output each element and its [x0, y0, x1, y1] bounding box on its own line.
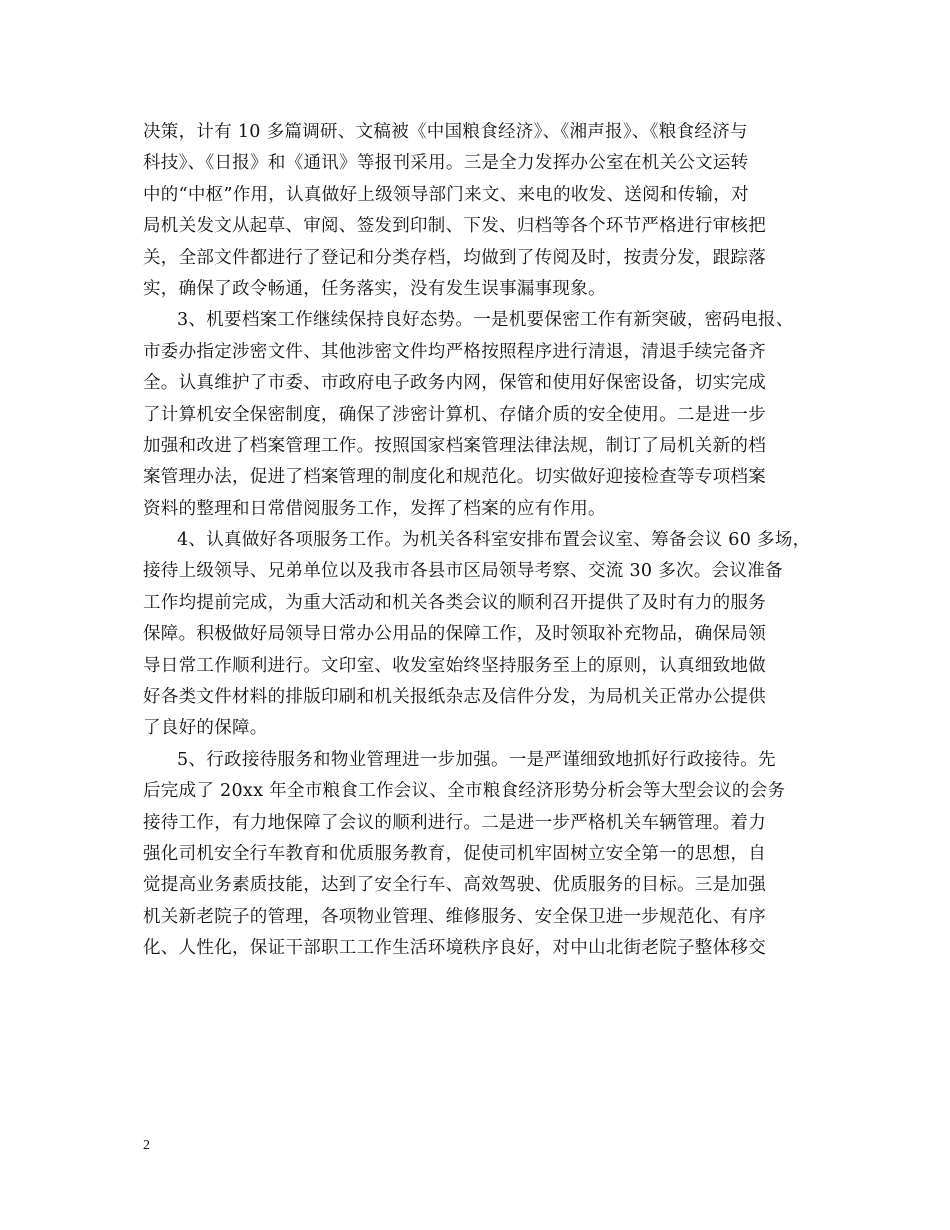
paragraph-5-start: 5、行政接待服务和物业管理进一步加强。一是严谨细致地抓好行政接待。先 [177, 749, 776, 770]
text-line: 接待上级领导、兄弟单位以及我市各县市区局领导考察、交流 30 多次。会议准备 [143, 561, 783, 582]
text-line: 接待工作，有力地保障了会议的顺利进行。二是进一步严格机关车辆管理。着力 [143, 812, 766, 833]
text-line: 后完成了 20xx 年全市粮食工作会议、全市粮食经济形势分析会等大型会议的会务 [143, 781, 786, 802]
text-line: 资料的整理和日常借阅服务工作，发挥了档案的应有作用。 [143, 498, 606, 519]
text-line: 导日常工作顺利进行。文印室、收发室始终坚持服务至上的原则，认真细致地做 [143, 655, 766, 676]
text-line: 科技》、《日报》和《通讯》等报刊采用。三是全力发挥办公室在机关公文运转 [143, 153, 749, 174]
text-line: 好各类文件材料的排版印刷和机关报纸杂志及信件分发，为局机关正常办公提供 [143, 687, 766, 708]
text-line: 化、人性化，保证干部职工工作生活环境秩序良好，对中山北街老院子整体移交 [143, 938, 766, 959]
paragraph-4-start: 4、认真做好各项服务工作。为机关各科室安排布置会议室、筹备会议 60 多场， [177, 530, 811, 551]
paragraph-3-start: 3、机要档案工作继续保持良好态势。一是机要保密工作有新突破，密码电报、 [177, 310, 794, 331]
text-line: 加强和改进了档案管理工作。按照国家档案管理法律法规，制订了局机关新的档 [143, 435, 766, 456]
page-number: 2 [143, 1138, 150, 1153]
body-text [143, 117, 843, 965]
text-line: 全。认真维护了市委、市政府电子政务内网，保管和使用好保密设备，切实完成 [143, 373, 766, 394]
text-line: 中的“中枢”作用，认真做好上级领导部门来文、来电的收发、送阅和传输，对 [143, 184, 749, 205]
text-line: 决策，计有 10 多篇调研、文稿被《中国粮食经济》、《湘声报》、《粮食经济与 [143, 122, 748, 142]
text-line: 市委办指定涉密文件、其他涉密文件均严格按照程序进行清退，清退手续完备齐 [143, 341, 766, 362]
text-line: 机关新老院子的管理，各项物业管理、维修服务、安全保卫进一步规范化、有序 [143, 906, 766, 927]
text-line: 案管理办法，促进了档案管理的制度化和规范化。切实做好迎接检查等专项档案 [143, 467, 766, 488]
text-line: 了良好的保障。 [143, 718, 268, 739]
text-line: 了计算机安全保密制度，确保了涉密计算机、存储介质的安全使用。二是进一步 [143, 404, 766, 425]
text-line: 保障。积极做好局领导日常办公用品的保障工作，及时领取补充物品，确保局领 [143, 624, 766, 645]
text-line: 关，全部文件都进行了登记和分类存档，均做到了传阅及时，按责分发，跟踪落 [143, 247, 766, 268]
text-line: 局机关发文从起草、审阅、签发到印制、下发、归档等各个环节严格进行审核把 [143, 216, 766, 237]
text-line: 实，确保了政令畅通，任务落实，没有发生误事漏事现象。 [143, 278, 606, 299]
text-line: 强化司机安全行车教育和优质服务教育，促使司机牢固树立安全第一的思想，自 [143, 843, 766, 864]
text-line: 工作均提前完成，为重大活动和机关各类会议的顺利召开提供了及时有力的服务 [143, 592, 766, 613]
text-line: 觉提高业务素质技能，达到了安全行车、高效驾驶、优质服务的目标。三是加强 [143, 875, 766, 896]
